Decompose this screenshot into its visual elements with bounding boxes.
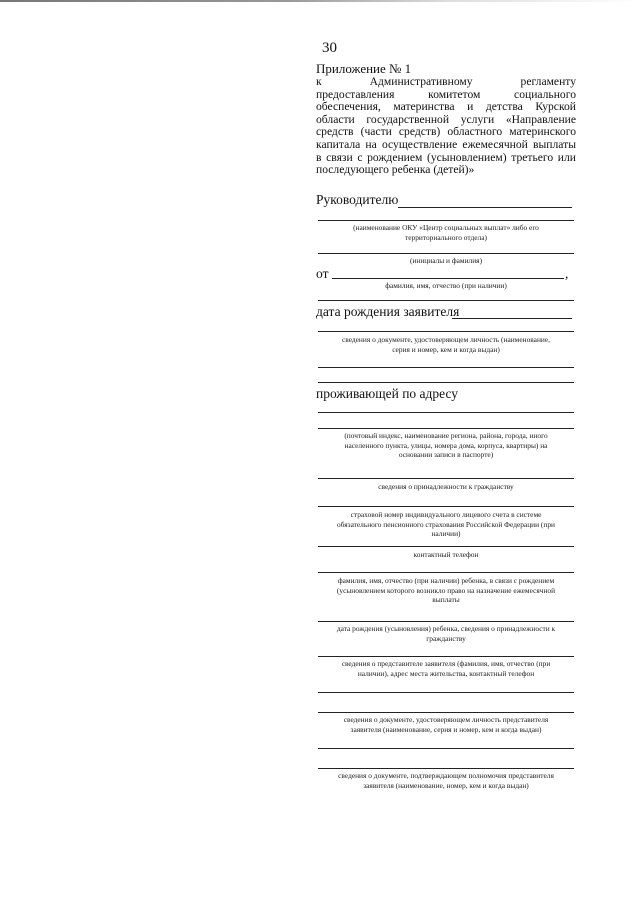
annex-line: в связи с рождением (усыновлением) третьего или	[316, 150, 576, 164]
caption-line: территориального отдела)	[405, 232, 487, 242]
birth-label: дата рождения заявителя	[316, 304, 460, 319]
annex-title: Приложение № 1	[316, 61, 412, 76]
initials-field[interactable]	[318, 253, 574, 254]
caption-line: обязательного пенсионного страхования Российской Федерации (при	[336, 519, 555, 529]
caption-line: гражданству	[426, 633, 466, 643]
representative-field[interactable]	[318, 656, 574, 657]
snils-caption	[318, 510, 574, 539]
from-extra-field[interactable]	[318, 300, 574, 301]
caption-line: выплаты	[432, 595, 460, 605]
caption-line: наличии)	[431, 529, 461, 539]
representative-caption	[318, 659, 574, 678]
phone-caption: контактный телефон	[413, 550, 479, 559]
annex-line: к Административному регламенту	[316, 75, 576, 88]
rep-id-extra-field[interactable]	[318, 748, 574, 749]
caption-line: основании записи в паспорте)	[398, 450, 494, 460]
scan-edge-line	[0, 0, 640, 2]
from-comma: ,	[565, 266, 569, 281]
caption-line: заявителя (наименование, номер, кем и когда выдан)	[363, 780, 529, 790]
annex-line: капитала на осуществление ежемесячной выплаты	[316, 137, 576, 151]
caption-line: сведения о документе, подтверждающем полномочия представителя	[338, 771, 554, 780]
address-field-2[interactable]	[318, 428, 574, 429]
from-caption: фамилия, имя, отчество (при наличии)	[385, 281, 507, 290]
annex-line: последующего ребенка (детей)»	[316, 163, 475, 177]
annex-line: средств (части средств) областного материнского	[316, 125, 576, 139]
address-label: проживающей по адресу	[316, 386, 459, 401]
child-birth-field[interactable]	[318, 621, 574, 622]
id-extra-field[interactable]	[318, 367, 574, 368]
caption-line: сведения о документе, удостоверяющем личность (наименование,	[341, 335, 551, 344]
caption-line: заявителя (наименование, серия и номер, кем и когда выдан)	[350, 724, 542, 734]
annex-line: области государственной услуги «Направление	[316, 112, 576, 126]
rep-id-field[interactable]	[318, 712, 574, 713]
representative-extra-field[interactable]	[318, 692, 574, 693]
child-caption	[318, 576, 574, 605]
annex-line: обеспечения, материнства и детства Курской	[316, 100, 576, 114]
initials-caption: (инициалы и фамилия)	[409, 256, 483, 265]
caption-line: серия и номер, кем и когда выдан)	[392, 344, 500, 354]
citizenship-field[interactable]	[318, 478, 574, 479]
snils-field[interactable]	[318, 506, 574, 507]
address-field[interactable]	[318, 412, 574, 413]
phone-field[interactable]	[318, 546, 574, 547]
addressee-field[interactable]	[398, 207, 572, 208]
rep-id-caption	[318, 715, 574, 734]
annex-header	[316, 62, 576, 177]
caption-line: (почтовый индекс, наименование региона, района, города, иного	[344, 431, 548, 440]
caption-line: (усыновлением которого возникло право на назначение ежемесячной	[336, 585, 556, 595]
id-field[interactable]	[318, 331, 574, 332]
caption-line: дата рождения (усыновления) ребенка, сведения о принадлежности к	[336, 624, 556, 633]
annex-line: предоставления комитетом социального	[316, 87, 576, 101]
child-field[interactable]	[318, 572, 574, 573]
address-caption	[318, 431, 574, 460]
id-caption	[318, 335, 574, 354]
id-extra-field-2[interactable]	[318, 382, 574, 383]
child-birth-caption	[318, 624, 574, 643]
page-number: 30	[322, 40, 337, 56]
caption-line: сведения о документе, удостоверяющем личность представителя	[343, 715, 549, 724]
from-field[interactable]	[332, 278, 564, 279]
caption-line: сведения о представителе заявителя (фамилия, имя, отчество (при	[341, 659, 551, 668]
caption-line: страховой номер индивидуального лицевого счета в системе	[350, 510, 542, 519]
power-of-attorney-caption	[318, 771, 574, 790]
caption-line: фамилия, имя, отчество (при наличии) ребенка, в связи с рождением	[337, 576, 555, 585]
power-of-attorney-field[interactable]	[318, 768, 574, 769]
addressee-org-field[interactable]	[318, 220, 574, 221]
birth-field[interactable]	[452, 318, 572, 319]
caption-line: наличии), адрес места жительства, контактный телефон	[357, 668, 535, 678]
from-label: от	[316, 266, 329, 281]
addressee-label: Руководителю	[316, 192, 399, 207]
caption-line: населенного пункта, улицы, номера дома, корпуса, квартиры) на	[344, 440, 548, 450]
citizenship-caption: сведения о принадлежности к гражданству	[378, 482, 514, 491]
addressee-caption	[318, 223, 574, 242]
caption-line: (наименование ОКУ «Центр социальных выплат» либо его	[353, 223, 539, 232]
